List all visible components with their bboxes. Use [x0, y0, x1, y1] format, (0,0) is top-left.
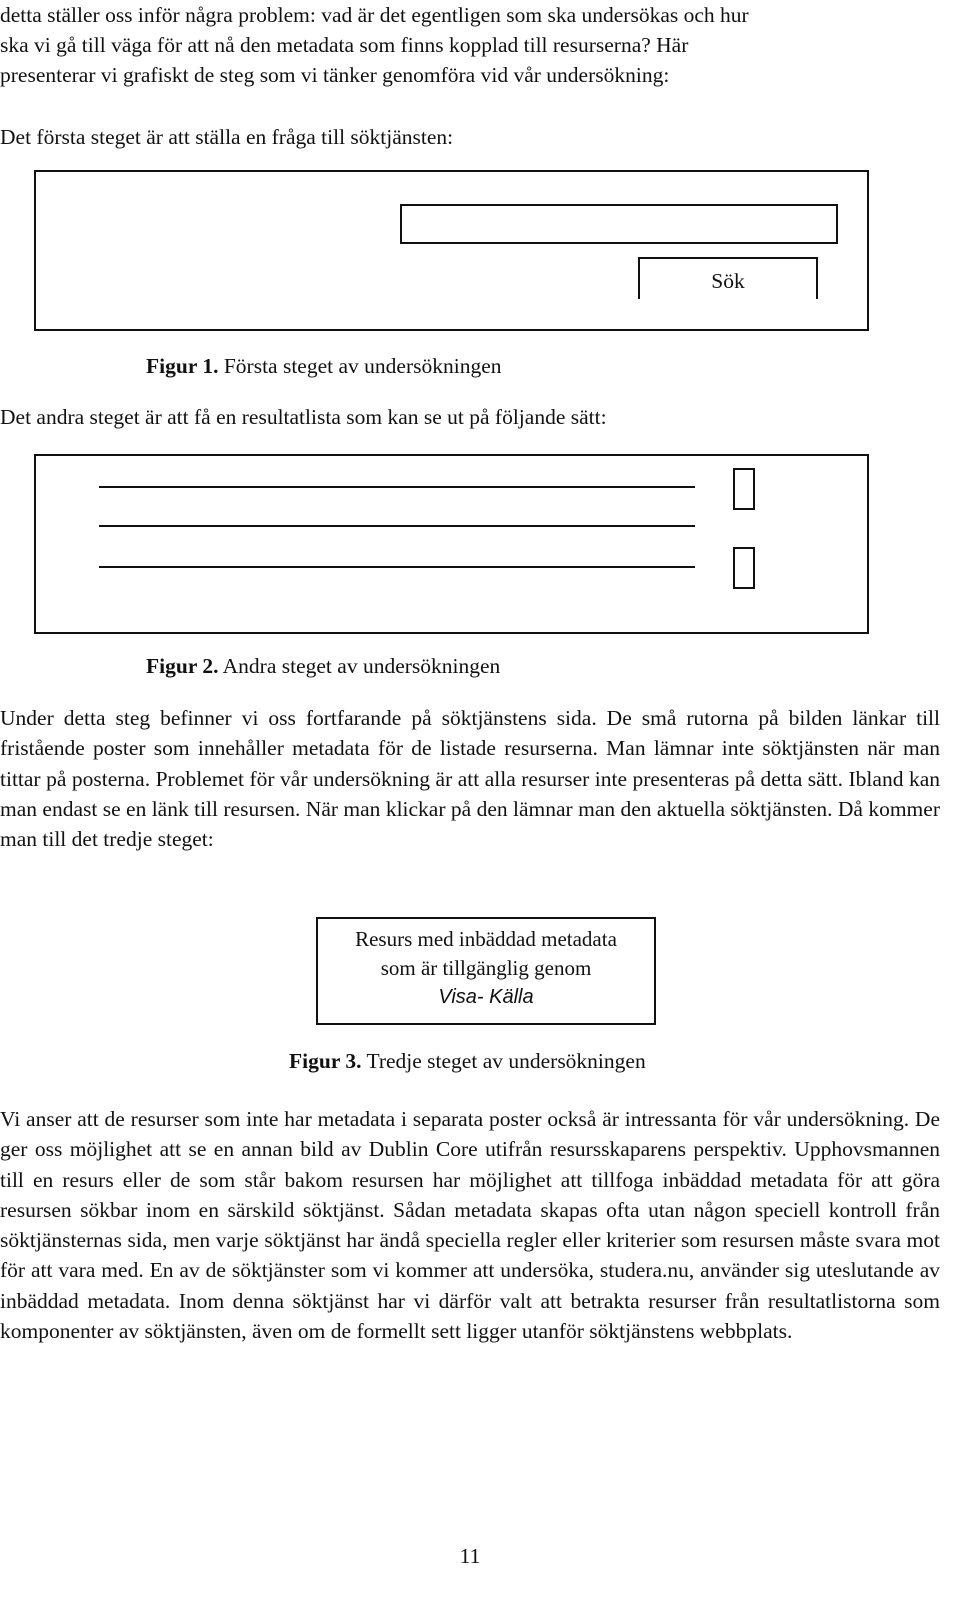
figure1-caption [146, 352, 502, 380]
search-button[interactable] [638, 257, 818, 299]
figure1-search-mockup [34, 170, 869, 331]
result-link-3[interactable] [99, 566, 695, 568]
figure3-caption-label: Figur 3. [289, 1049, 362, 1073]
figure1-caption-text: Första steget av undersökningen [218, 354, 502, 378]
figure3-caption-text: Tredje steget av undersökningen [361, 1049, 646, 1073]
search-input[interactable] [400, 204, 838, 244]
result-link-1[interactable] [99, 486, 695, 488]
figure2-caption-text: Andra steget av undersökningen [218, 654, 501, 678]
metadata-record-link-2[interactable] [733, 547, 755, 589]
figure1-caption-label: Figur 1. [146, 354, 219, 378]
intro-line-1: detta ställer oss inför några problem: vad är det egentligen som ska undersökas och hur [0, 3, 749, 27]
figure2-result-list-mockup [34, 454, 869, 634]
paragraph-step2-description: Under detta steg befinner vi oss fortfarande på söktjänstens sida. De små rutorna på bilden länkar till fristående poster som innehåller metadata för de listade resurserna. Man lämnar inte söktjänsten när man tittar på posterna. Problemet för vår undersökning är att alla resurser inte presenteras på detta sätt. Ibland kan man endast se en länk till resursen. När man klickar på den lämnar man den aktuella söktjänsten. Då kommer man till det tredje steget: [0, 706, 940, 852]
paragraph-embedded-metadata: Vi anser att de resurser som inte har metadata i separata poster också är intressanta för vår undersökning. De ger oss möjlighet att se en annan bild av Dublin Core utifrån resursskaparens perspektiv. Upphovsmannen till en resurs eller de som står bakom resursen har möjlighet att tillfoga inbäddad metadata för att göra resursen sökbar inom en särskild söktjänst. Sådan metadata skapas ofta utan någon speciell kontroll från söktjänsternas sida, men varje söktjänst har ändå speciella regler eller kriterier som resursen måste svara mot för att vara med. En av de söktjänster som vi kommer att undersöka, studera.nu, använder sig uteslutande av inbäddad metadata. Inom denna söktjänst har vi därför valt att betrakta resurser från resultatlistorna som komponenter av söktjänsten, även om de formellt sett ligger utanför söktjänstens webbplats. [0, 1107, 940, 1344]
figure3-box-line-3: Visa- Källa [438, 986, 534, 1008]
page-number: 11 [459, 1544, 481, 1568]
result-link-2[interactable] [99, 525, 695, 527]
figure2-caption [146, 652, 500, 680]
figure3-resource-box [316, 917, 656, 1025]
figure3-caption [289, 1047, 646, 1075]
step2-text: Det andra steget är att få en resultatlista som kan se ut på följande sätt: [0, 405, 607, 429]
search-button-label: Sök [711, 269, 745, 293]
figure3-box-line-2: som är tillgänglig genom [380, 956, 592, 980]
figure3-box-line-1: Resurs med inbäddad metadata [355, 927, 617, 951]
intro-line-3: presenterar vi grafiskt de steg som vi tänker genomföra vid vår undersökning: [0, 63, 670, 87]
metadata-record-link-1[interactable] [733, 468, 755, 510]
intro-line-2: ska vi gå till väga för att nå den metadata som finns kopplad till resurserna? Här [0, 33, 689, 57]
step1-text: Det första steget är att ställa en fråga till söktjänsten: [0, 125, 454, 149]
figure2-caption-label: Figur 2. [146, 654, 219, 678]
